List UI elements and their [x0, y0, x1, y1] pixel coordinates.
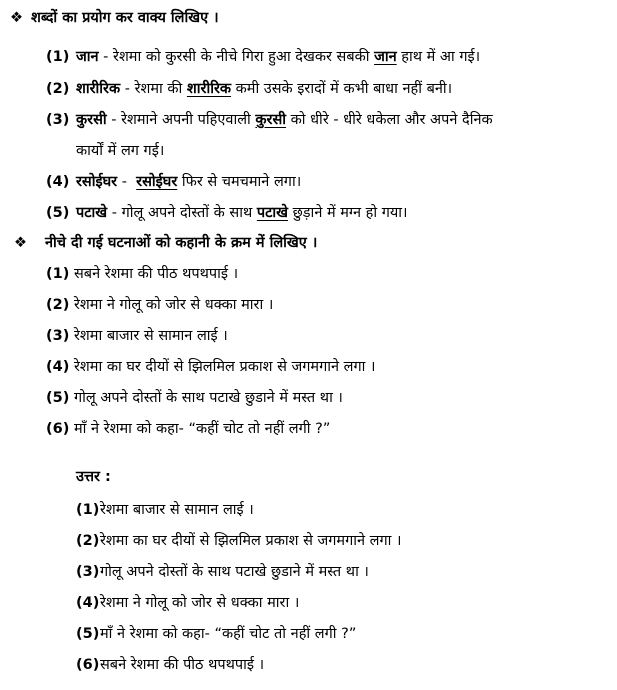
s1-word: जान: [76, 49, 99, 65]
s2-item: (3) रेशमा बाजार से सामान लाई ।: [46, 328, 228, 344]
s2-item: (1) सबने रेशमा की पीठ थपथपाई ।: [46, 266, 239, 282]
section1-heading: शब्दों का प्रयोग कर वाक्य लिखिए ।: [31, 10, 219, 26]
s2-item: (2) रेशमा ने गोलू को जोर से धक्का मारा ।: [46, 297, 274, 313]
section2-heading-row: [14, 233, 317, 253]
answer-item: (3)गोलू अपने दोस्तों के साथ पटाखे छुडाने में मस्त था ।: [76, 564, 369, 580]
answer-item: (6)सबने रेशमा की पीठ थपथपाई ।: [76, 657, 265, 673]
s1-item-4: (4) रसोईघर - रसोईघर फिर से चमचमाने लगा।: [46, 174, 302, 190]
s1-word-underlined: रसोईघर: [136, 174, 178, 190]
s1-word: पटाखे: [76, 205, 108, 221]
section2-heading: नीचे दी गई घटनाओं को कहानी के क्रम में लिखिए ।: [45, 235, 318, 251]
s2-item: (4) रेशमा का घर दीयों से झिलमिल प्रकाश से जगमगाने लगा ।: [46, 359, 376, 375]
s1-item-3-continuation: कार्यों में लग गई।: [76, 143, 165, 159]
s1-word-underlined: जान: [374, 49, 397, 65]
s2-item: (6) माँ ने रेशमा को कहा- “कहीं चोट तो नहीं लगी ?”: [46, 421, 331, 437]
s1-word-underlined: पटाखे: [256, 205, 289, 221]
s2-item: (5) गोलू अपने दोस्तों के साथ पटाखे छुडाने में मस्त था ।: [46, 390, 343, 406]
s1-item-5: (5) पटाखे - गोलू अपने दोस्तों के साथ पटाखे छुड़ाने में मग्न हो गया।: [46, 205, 408, 221]
s1-word: शारीरिक: [76, 81, 121, 97]
answer-item: (2)रेशमा का घर दीयों से झिलमिल प्रकाश से जगमगाने लगा ।: [76, 533, 402, 549]
answer-item: (1)रेशमा बाजार से सामान लाई ।: [76, 502, 254, 518]
s1-word: कुरसी: [76, 112, 107, 128]
answer-item: (5)माँ ने रेशमा को कहा- “कहीं चोट तो नहीं लगी ?”: [76, 626, 357, 642]
s1-item-2: (2) शारीरिक - रेशमा की शारीरिक कमी उसके इरादों में कभी बाधा नहीं बनी।: [46, 81, 453, 97]
s1-item-1: (1) जान - रेशमा को कुरसी के नीचे गिरा हुआ देखकर सबकी जान हाथ में आ गई।: [46, 49, 481, 65]
diamond-bullet-icon: ❖: [10, 10, 23, 26]
section1-heading-row: [10, 8, 219, 28]
s1-word: रसोईघर: [76, 174, 118, 190]
answer-heading: उत्तर :: [76, 469, 111, 485]
diamond-bullet-icon: ❖: [14, 235, 27, 251]
answer-item: (4)रेशमा ने गोलू को जोर से धक्का मारा ।: [76, 595, 300, 611]
s1-item-3: (3) कुरसी - रेशमाने अपनी पहिएवाली कुरसी को धीरे - धीरे धकेला और अपने दैनिक: [46, 112, 493, 128]
s1-word-underlined: शारीरिक: [186, 81, 232, 97]
s1-word-underlined: कुरसी: [255, 112, 287, 128]
